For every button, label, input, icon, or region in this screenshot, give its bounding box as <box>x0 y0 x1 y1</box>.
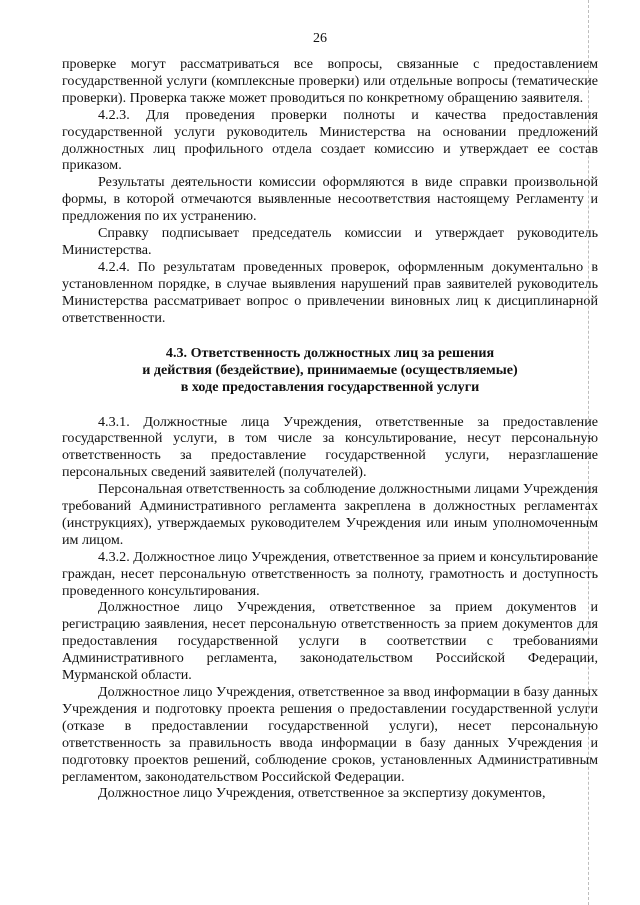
section-heading-line-3: в ходе предоставления государственной услуги <box>180 378 480 395</box>
section-heading-line-1: 4.3. Ответственность должностных лиц за решения <box>165 344 495 361</box>
paragraph: 4.2.3. Для проведения проверки полноты и качества предоставления государственной услуги руководитель Министерства на основании предложений должностных лиц профильного отдела создает комиссию и утверждает ее состав приказом. <box>62 106 598 174</box>
section-heading-line-2: и действия (бездействие), принимаемые (осуществляемые) <box>142 361 518 378</box>
paragraph: Должностное лицо Учреждения, ответственное за экспертизу документов, <box>98 785 546 802</box>
paragraph: 4.3.2. Должностное лицо Учреждения, ответственное за прием и консультирование граждан, несет персональную ответственность за полноту, грамотность и доступность проведенного консультирования. <box>62 548 598 599</box>
bottom-paragraphs <box>62 414 598 803</box>
paragraph: Результаты деятельности комиссии оформляются в виде справки произвольной формы, в которой отмечаются выявленные несоответствия настоящему Регламенту и предложения по их устранению. <box>62 174 598 225</box>
page-number: 26 <box>313 31 327 46</box>
paragraph: проверке могут рассматриваться все вопросы, связанные с предоставлением государственной услуги (комплексные проверки) или отдельные вопросы (тематические проверки). Проверка также может проводиться по конкретному обращению заявителя. <box>62 56 598 106</box>
paragraph: 4.3.1. Должностные лица Учреждения, ответственные за предоставление государственной услуги, в том числе за консультирование, несут персональную ответственность за предоставление государственной услуги, неразглашение персональных сведений заявителей (получателей). <box>62 413 598 481</box>
paragraph: Должностное лицо Учреждения, ответственное за прием документов и регистрацию заявления, несет персональную ответственность за прием документов для предоставления государственной услуги в соответствии с требованиями Административного регламента, законодательством Российской Федерации, Мурманской области. <box>62 599 598 684</box>
page-content <box>62 56 598 802</box>
paragraph: 4.2.4. По результатам проведенных проверок, оформленным документально в установленном порядке, в случае выявления нарушений прав заявителей руководитель Министерства рассматривает вопрос о привлечении виновных лиц к дисциплинарной ответственности. <box>62 258 598 326</box>
top-paragraphs <box>62 56 598 327</box>
paragraph: Справку подписывает председатель комиссии и утверждает руководитель Министерства. <box>62 225 598 258</box>
section-heading-4-3 <box>62 345 598 396</box>
paragraph: Должностное лицо Учреждения, ответственное за ввод информации в базу данных Учреждения и подготовку проекта решения о предоставлении государственной услуги (отказе в предоставлении государственной услуги), несет персональную ответственность за правильность ввода информации в базу данных Учреждения и подготовку проектов решений, соблюдение сроков, установленных Административным регламентом, законодательством Российской Федерации. <box>62 684 598 785</box>
paragraph: Персональная ответственность за соблюдение должностными лицами Учреждения требований Административного регламента закреплена в должностных регламентах (инструкциях), утверждаемых руководителем Учреждения или иным уполномоченным им лицом. <box>62 481 598 548</box>
